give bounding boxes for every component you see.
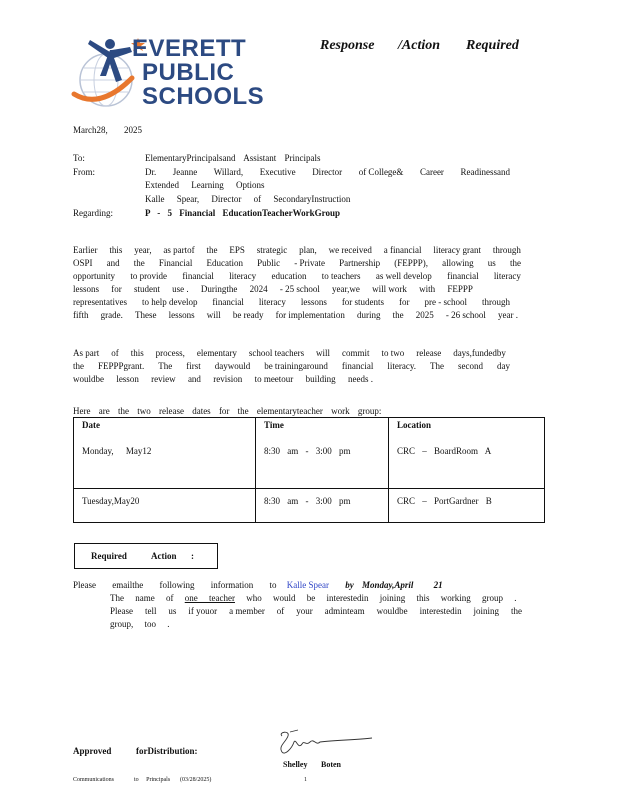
paragraph-word: literacy grant — [433, 245, 482, 255]
paragraph-word: wouldbe — [376, 606, 408, 616]
paragraph-word: The — [430, 361, 445, 371]
from-line-3: Kalle Spear, Director of SecondaryInstruction — [145, 194, 351, 204]
paragraph-word: OSPI — [73, 258, 93, 268]
bullet-item-2-cont: group, too . — [110, 619, 170, 629]
paragraph-word: the — [206, 245, 218, 255]
paragraph-word: commit — [342, 348, 370, 358]
table-cell-date: Monday, May12 — [74, 434, 256, 489]
heading-required: Required — [466, 38, 519, 53]
paragraph-word: The — [158, 361, 173, 371]
paragraph-word: year, — [134, 245, 152, 255]
paragraph-word: and — [187, 374, 201, 384]
paragraph-word: lessons — [300, 297, 327, 307]
paragraph-word: tell — [144, 606, 157, 616]
paragraph-word: literacy — [258, 297, 286, 307]
deadline-text: Monday,April 21 — [361, 580, 443, 590]
memo-date-year: 2025 — [124, 125, 142, 135]
paragraph-word: representatives — [73, 297, 127, 307]
paragraph-1 — [73, 244, 521, 322]
paragraph-word: - 26 school — [445, 310, 486, 320]
paragraph-word: day — [496, 361, 510, 371]
table-cell-time: 8:30 am - 3:00 pm — [256, 489, 389, 523]
paragraph-word: financial — [182, 271, 214, 281]
paragraph-word: a financial — [383, 245, 422, 255]
paragraph-line — [73, 373, 373, 386]
email-instruction: Please emailthe following information to — [73, 580, 277, 590]
paragraph-word: this — [130, 348, 144, 358]
table-row — [74, 489, 545, 523]
paragraph-word: pre - school — [424, 297, 467, 307]
paragraph-word: us — [168, 606, 177, 616]
from-word: Dr. — [145, 167, 157, 177]
paragraph-word: Please — [110, 606, 133, 616]
paragraph-word: use . — [172, 284, 189, 294]
paragraph-word: to meetour — [254, 374, 294, 384]
bullet-1-underlined: one teacher — [184, 593, 235, 603]
paragraph-word: second — [458, 361, 483, 371]
paragraph-word: literacy. — [387, 361, 417, 371]
from-label: From: — [73, 167, 96, 177]
from-word: of College& — [358, 167, 404, 177]
paragraph-word: building — [305, 374, 336, 384]
paragraph-word: the — [392, 310, 404, 320]
paragraph-word: (FEPPP), — [394, 258, 429, 268]
paragraph-word: to help develop — [141, 297, 198, 307]
paragraph-word: of — [111, 348, 119, 358]
district-logo — [70, 32, 265, 114]
paragraph-word: of — [276, 606, 285, 616]
paragraph-word: 2024 — [249, 284, 268, 294]
paragraph-word: to two — [381, 348, 405, 358]
paragraph-word: - Private — [294, 258, 326, 268]
paragraph-word: financial — [212, 297, 244, 307]
from-line-2: Extended Learning Options — [145, 180, 265, 190]
paragraph-word: us — [487, 258, 496, 268]
bullet-item-2 — [110, 605, 522, 618]
paragraph-word: strategic — [256, 245, 288, 255]
paragraph-word: and — [106, 258, 120, 268]
footnote-date: (03/28/2025) — [180, 777, 212, 783]
paragraph-word: as well develop — [375, 271, 432, 281]
paragraph-word: will work — [372, 284, 407, 294]
paragraph-word: FEPPP — [447, 284, 473, 294]
paragraph-word: adminteam — [324, 606, 365, 616]
paragraph-word: EPS — [229, 245, 245, 255]
required-action-box — [74, 543, 218, 569]
approved-label: Approved — [73, 746, 112, 756]
paragraph-word: to provide — [130, 271, 168, 281]
paragraph-word: your — [296, 606, 313, 616]
signer-last-name: Boten — [321, 760, 341, 769]
bullet-1-pre: The name of — [110, 593, 174, 603]
paragraph-word: Public — [257, 258, 281, 268]
paragraph-word: be ready — [232, 310, 264, 320]
paragraph-word: to teachers — [321, 271, 361, 281]
paragraph-word: lesson — [116, 374, 139, 384]
paragraph-word: this — [109, 245, 123, 255]
paragraph-word: if youor — [188, 606, 218, 616]
paragraph-word: grade. — [100, 310, 123, 320]
regarding-label: Regarding: — [73, 208, 113, 218]
logo-word-2: PUBLIC — [142, 59, 235, 86]
paragraph-2 — [73, 347, 510, 386]
kalle-spear-link[interactable]: Kalle Spear — [286, 580, 329, 590]
paragraph-word: literacy — [229, 271, 257, 281]
email-line — [73, 579, 443, 592]
paragraph-word: fifth — [73, 310, 89, 320]
paragraph-word: interestedin — [419, 606, 462, 616]
heading-action: /Action — [398, 38, 441, 53]
paragraph-word: for implementation — [275, 310, 345, 320]
table-row — [74, 434, 545, 489]
footnote-mid: to Principals — [134, 777, 171, 783]
paragraph-word: Partnership — [339, 258, 381, 268]
paragraph-word: Duringthe — [200, 284, 238, 294]
paragraph-word: joining — [473, 606, 500, 616]
paragraph-word: lessons — [73, 284, 100, 294]
paragraph-word: the — [133, 258, 145, 268]
paragraph-word: student — [133, 284, 160, 294]
action-label: Action — [151, 551, 177, 561]
for-distribution-label: forDistribution: — [136, 746, 198, 756]
table-cell-date: Tuesday,May20 — [74, 489, 256, 523]
paragraph-word: Financial — [158, 258, 193, 268]
paragraph-word: the — [509, 258, 521, 268]
paragraph-word: financial — [447, 271, 479, 281]
paragraph-line — [73, 270, 521, 283]
paragraph-word: release — [416, 348, 442, 358]
to-label: To: — [73, 153, 85, 163]
paragraph-word: daywould — [214, 361, 251, 371]
from-word: Career — [419, 167, 444, 177]
paragraph-word: needs . — [347, 374, 373, 384]
from-word: Readinessand — [460, 167, 510, 177]
paragraph-word: revision — [213, 374, 243, 384]
paragraph-word: education — [271, 271, 307, 281]
from-line-1 — [145, 166, 510, 179]
by-text: by — [345, 580, 354, 590]
paragraph-word: plan, — [299, 245, 317, 255]
paragraph-word: 2025 — [415, 310, 434, 320]
logo-word-3: SCHOOLS — [142, 83, 265, 110]
paragraph-word: school teachers — [248, 348, 305, 358]
paragraph-line — [73, 309, 518, 322]
paragraph-word: with — [419, 284, 436, 294]
paragraph-word: a member — [229, 606, 265, 616]
paragraph-word: allowing — [442, 258, 474, 268]
paragraph-word: wouldbe — [73, 374, 104, 384]
footnote-left: Communications — [73, 777, 114, 783]
paragraph-line — [73, 296, 510, 309]
paragraph-line — [73, 244, 521, 257]
paragraph-line — [73, 360, 510, 373]
paragraph-word: FEPPPgrant. — [97, 361, 145, 371]
paragraph-word: days,fundedby — [453, 348, 506, 358]
paragraph-word: during — [357, 310, 381, 320]
paragraph-word: first — [186, 361, 201, 371]
memo-date-month-day: March28, — [73, 125, 108, 135]
page-number: 1 — [304, 777, 307, 783]
regarding-value: P - 5 Financial EducationTeacherWorkGroup — [145, 208, 341, 218]
paragraph-word: year,we — [332, 284, 360, 294]
paragraph-word: through — [481, 297, 510, 307]
paragraph-word: will — [316, 348, 331, 358]
action-colon: : — [191, 551, 194, 561]
paragraph-word: elementary — [196, 348, 237, 358]
bullet-1-post: who would be interestedin joining this working group . — [246, 593, 517, 603]
signer-first-name: Shelley — [283, 760, 308, 769]
paragraph-word: opportunity — [73, 271, 115, 281]
paragraph-word: as partof — [163, 245, 195, 255]
table-header-time: Time — [256, 418, 389, 435]
to-value: ElementaryPrincipalsand Assistant Principals — [145, 153, 321, 163]
paragraph-word: financial — [341, 361, 374, 371]
paragraph-line — [73, 257, 521, 270]
table-header-date: Date — [74, 418, 256, 435]
paragraph-word: we received — [328, 245, 372, 255]
paragraph-word: the — [511, 606, 522, 616]
table-cell-location: CRC – BoardRoom A — [389, 434, 545, 489]
heading-response: Response — [320, 38, 375, 53]
dates-intro: Here are the two release dates for the elementaryteacher work group: — [73, 406, 382, 416]
paragraph-word: for students — [341, 297, 385, 307]
required-label: Required — [91, 551, 127, 561]
paragraph-word: As part — [73, 348, 100, 358]
paragraph-line — [73, 347, 506, 360]
from-word: Executive — [259, 167, 296, 177]
paragraph-word: be trainingaround — [264, 361, 328, 371]
paragraph-word: for — [111, 284, 122, 294]
paragraph-word: - 25 school — [279, 284, 320, 294]
paragraph-word: year . — [497, 310, 518, 320]
table-cell-location: CRC – PortGardner B — [389, 489, 545, 523]
logo-word-1: EVERETT — [132, 35, 247, 62]
release-dates-table — [73, 417, 545, 523]
paragraph-word: will — [206, 310, 221, 320]
from-word: Director — [312, 167, 343, 177]
paragraph-word: Education — [206, 258, 244, 268]
paragraph-word: the — [73, 361, 84, 371]
paragraph-word: process, — [155, 348, 185, 358]
paragraph-word: for — [399, 297, 410, 307]
paragraph-line — [73, 283, 473, 296]
bullet-item-1 — [110, 592, 516, 605]
from-word: Jeanne — [172, 167, 198, 177]
table-header-location: Location — [389, 418, 545, 435]
paragraph-word: through — [492, 245, 521, 255]
table-cell-time: 8:30 am - 3:00 pm — [256, 434, 389, 489]
paragraph-word: review — [151, 374, 176, 384]
paragraph-word: literacy — [493, 271, 521, 281]
paragraph-word: lessons — [168, 310, 195, 320]
paragraph-word: These — [134, 310, 157, 320]
signature-icon — [276, 728, 376, 758]
paragraph-word: Earlier — [73, 245, 98, 255]
from-word: Willard, — [213, 167, 244, 177]
